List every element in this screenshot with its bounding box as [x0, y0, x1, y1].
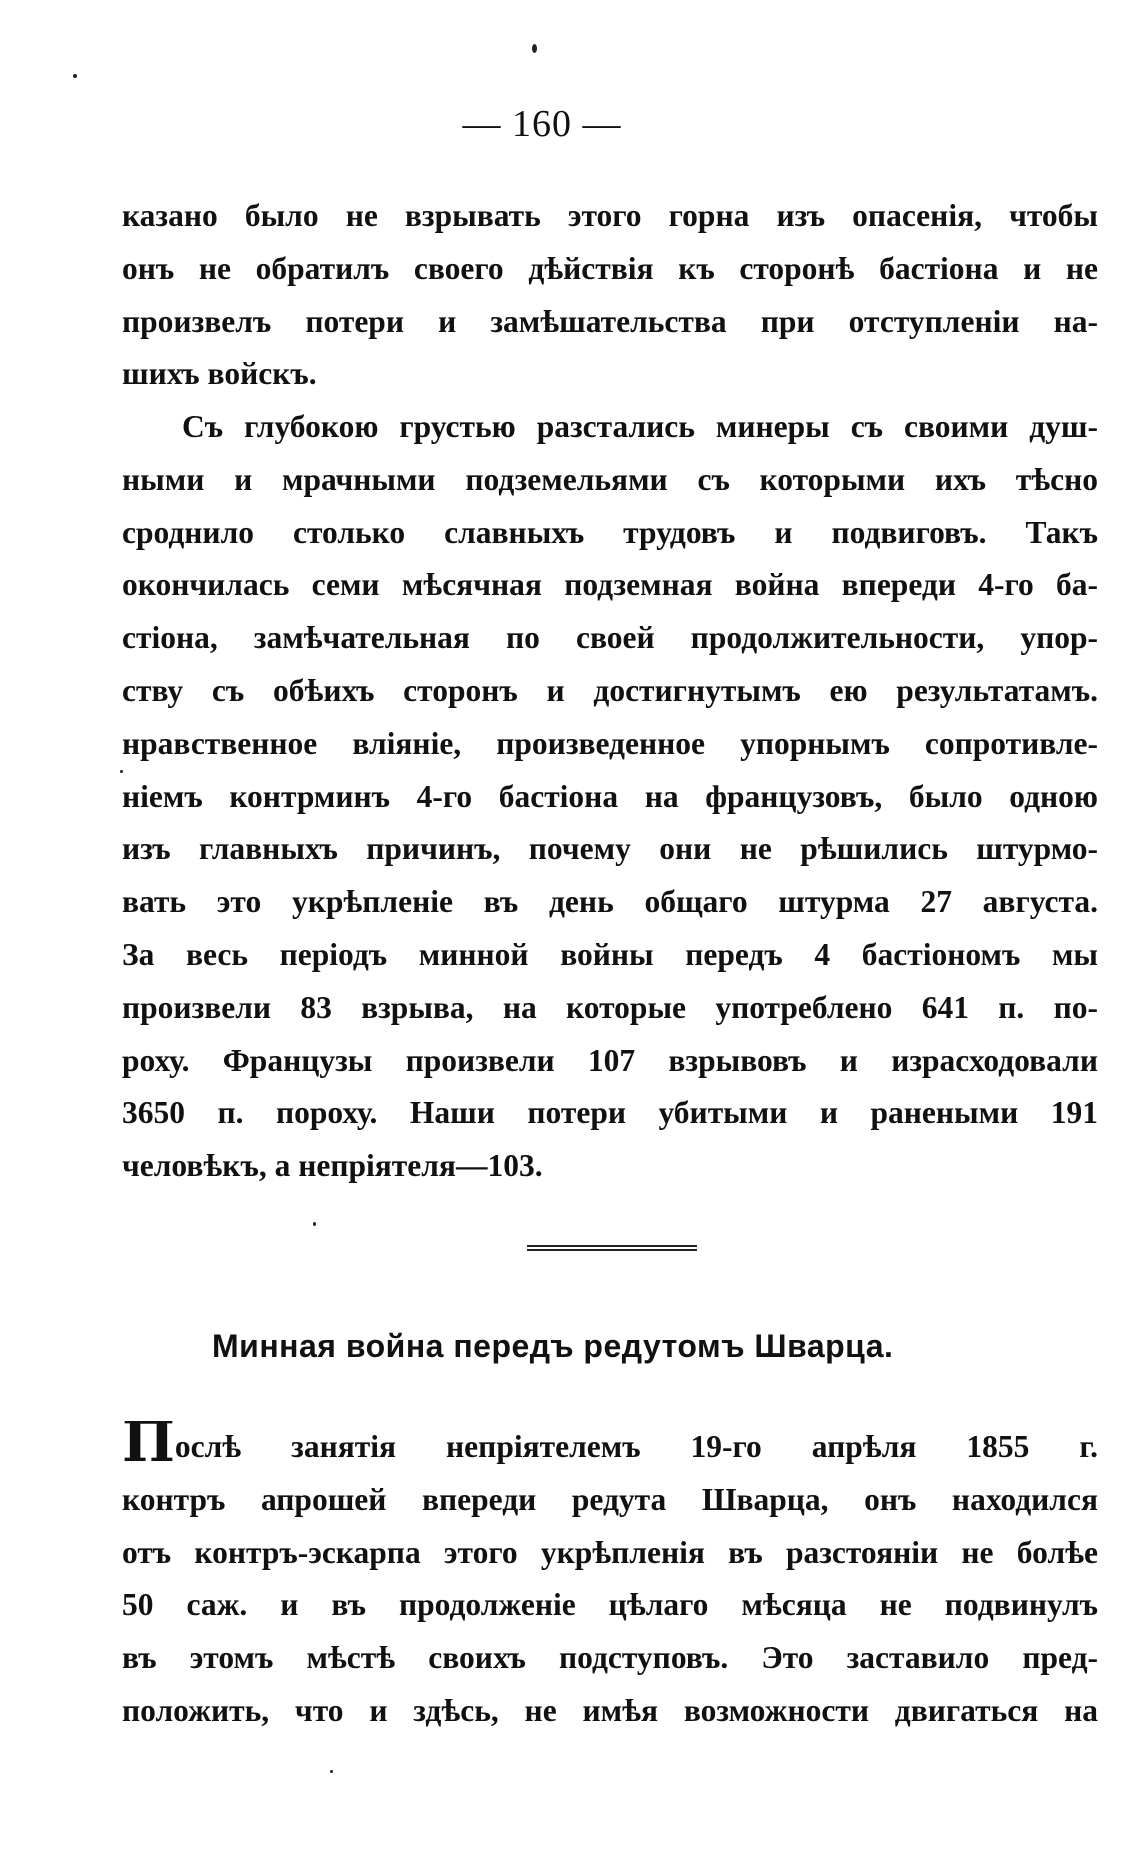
- text-line: 50 саж. и въ продолженіе цѣлаго мѣсяца не подвинулъ: [122, 1587, 1098, 1623]
- text-line: роху. Французы произвели 107 взрывовъ и израсходовали: [122, 1042, 1098, 1078]
- print-speck: [532, 44, 537, 53]
- text-line: изъ главныхъ причинъ, почему они не рѣшились штурмо-: [122, 831, 1098, 867]
- text-line: человѣкъ, а непріятеля—103.: [122, 1148, 543, 1184]
- text-line: произвели 83 взрыва, на которые употреблено 641 п. по-: [122, 989, 1098, 1025]
- text-line: отъ контръ-эскарпа этого укрѣпленія въ разстояніи не болѣе: [122, 1534, 1098, 1570]
- text-line: онъ не обратилъ своего дѣйствія къ сторонѣ бастіона и не: [122, 250, 1098, 286]
- text-line: ными и мрачными подземельями съ которыми ихъ тѣсно: [122, 461, 1098, 497]
- print-speck: [330, 1770, 333, 1773]
- book-page: [122, 0, 1098, 1862]
- text-line: контръ апрошей впереди редута Шварца, онъ находился: [122, 1481, 1098, 1517]
- text-line: стіона, замѣчательная по своей продолжительности, упор-: [122, 620, 1098, 656]
- text-line-first: [122, 1421, 1098, 1474]
- text-line: шихъ войскъ.: [122, 356, 317, 392]
- print-speck: [120, 770, 123, 773]
- text-line: окончилась семи мѣсячная подземная война впереди 4-го ба-: [122, 567, 1098, 603]
- drop-cap: П: [122, 1421, 175, 1474]
- text-line: нравственное вліяніе, произведенное упорнымъ сопротивле-: [122, 725, 1098, 761]
- text-line: вать это укрѣпленіе въ день общаго штурма 27 августа.: [122, 884, 1098, 920]
- text-line: сроднило столько славныхъ трудовъ и подвиговъ. Такъ: [122, 514, 1098, 550]
- text-line: За весь періодъ минной войны передъ 4 бастіономъ мы: [122, 936, 1098, 972]
- print-speck: [313, 1222, 316, 1226]
- paragraph-2: [122, 401, 1098, 1193]
- section-divider: [527, 1245, 697, 1251]
- paragraph-1: [122, 190, 1098, 401]
- page-number: — 160 —: [462, 103, 622, 145]
- text-line: положить, что и здѣсь, не имѣя возможности двигаться на: [122, 1692, 1098, 1728]
- text-line: казано было не взрывать этого горна изъ опасенія, чтобы: [122, 198, 1098, 233]
- text-line: ніемъ контрминъ 4-го бастіона на французовъ, было одною: [122, 778, 1098, 814]
- text-line: Съ глубокою грустью разстались минеры съ своими душ-: [182, 409, 1098, 444]
- paragraph-3: [122, 1421, 1098, 1738]
- print-speck: [73, 74, 77, 78]
- section-heading: Минная война передъ редутомъ Шварца.: [212, 1328, 894, 1364]
- text-line: въ этомъ мѣстѣ своихъ подступовъ. Это заставило пред-: [122, 1640, 1098, 1676]
- first-line-text: ослѣ занятія непріятелемъ 19-го апрѣля 1855 г.: [174, 1429, 1098, 1464]
- text-line: ству съ обѣихъ сторонъ и достигнутымъ ею результатамъ.: [122, 672, 1098, 708]
- text-line: произвелъ потери и замѣшательства при отступленіи на-: [122, 303, 1098, 339]
- text-line: 3650 п. пороху. Наши потери убитыми и ранеными 191: [122, 1095, 1098, 1131]
